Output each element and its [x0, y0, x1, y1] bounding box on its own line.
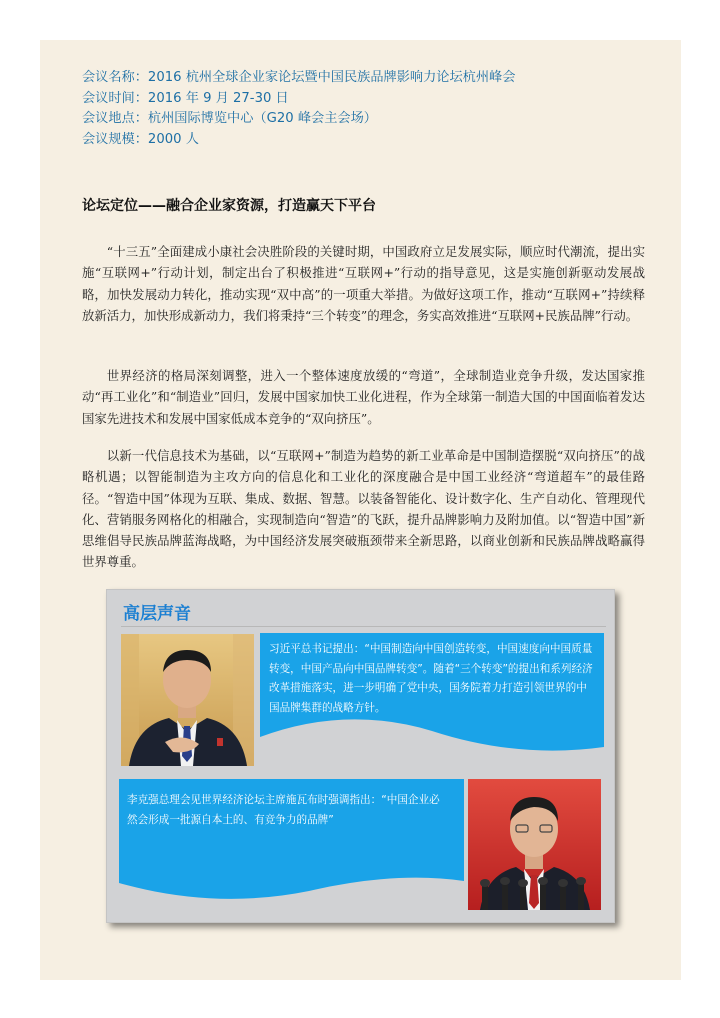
paragraph-3: 以新一代信息技术为基础，以“互联网+”制造为趋势的新工业革命是中国制造摆脱“双向挤压”的战略机遇；以智能制造为主攻方向的信息化和工业化的深度融合是中国工业经济“弯道超车”的最佳路径。“智造中国”体现为互联、集成、数据、智慧。以装备智能化、设计数字化、生产自动化、管理现代化、营销服务网格化的相融合，实现制造向“智造”的飞跃，提升品牌影响力及附加值。以“智造中国”新思维倡导民族品牌蓝海战略，为中国经济发展突破瓶颈带来全新思路，以商业创新和民族品牌战略赢得世界尊重。 — [82, 448, 645, 570]
document-page — [40, 40, 681, 980]
paragraph-1: “十三五”全面建成小康社会决胜阶段的关键时期，中国政府立足发展实际，顺应时代潮流，提出实施“互联网+”行动计划，制定出台了积极推进“互联网+”行动的指导意见，这是实施创新驱动发展战略，加快发展动力转化，推动实现“双中高”的一项重大举措。为做好这项工作，推动“互联网+”持续释放新活力，加快形成新动力，我们将秉持“三个转变”的理念，务实高效推进“互联网+民族品牌”行动。 — [82, 244, 645, 323]
portrait-photo-1 — [121, 634, 254, 766]
meeting-venue: 会议地点：杭州国际博览中心（G20 峰会主会场） — [82, 111, 377, 126]
meeting-info — [82, 68, 515, 150]
meeting-name: 会议名称：2016 杭州全球企业家论坛暨中国民族品牌影响力论坛杭州峰会 — [82, 70, 516, 85]
leaders-voice-panel — [106, 589, 615, 923]
meeting-scale: 会议规模：2000 人 — [82, 131, 199, 147]
portrait-photo-2 — [468, 779, 601, 910]
leaders-voice-title: 高层声音 — [123, 604, 191, 624]
meeting-time: 会议时间：2016 年 9 月 27-30 日 — [82, 90, 289, 106]
quote-2: 李克强总理会见世界经济论坛主席施瓦布时强调指出：“中国企业必然会形成一批源自本土的、有竞争力的品牌” — [127, 794, 440, 826]
section-title: 论坛定位——融合企业家资源，打造赢天下平台 — [82, 198, 376, 214]
title-divider — [121, 626, 606, 627]
paragraph-2: 世界经济的格局深刻调整，进入一个整体速度放缓的“弯道”，全球制造业竞争升级，发达国家推动“再工业化”和“制造业”回归，发展中国家加快工业化进程，作为全球第一制造大国的中国面临着发达国家先进技术和发展中国家低成本竞争的“双向挤压”。 — [82, 368, 645, 426]
quote-1: 习近平总书记提出：“中国制造向中国创造转变，中国速度向中国质量转变，中国产品向中国品牌转变”。随着“三个转变”的提出和系列经济改革措施落实，进一步明确了党中央，国务院着力打造引领世界的中国品牌集群的战略方针。 — [269, 643, 593, 714]
